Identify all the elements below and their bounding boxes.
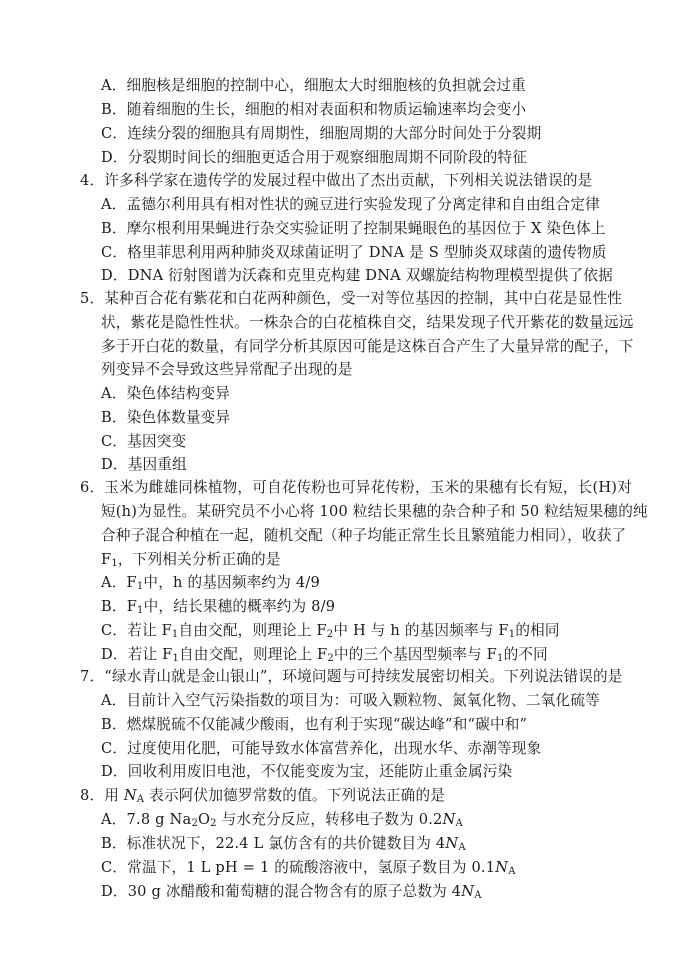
q3-option-b: B．随着细胞的生长，细胞的相对表面积和物质运输速率均会变小: [101, 101, 527, 118]
q7-option-d: D．回收利用废旧电池，不仅能变废为宝，还能防止重金属污染: [101, 763, 513, 780]
q6-option-b: [101, 598, 335, 616]
subscript: 1: [137, 605, 144, 616]
text-segment: A．7.8 g Na: [101, 811, 192, 828]
subscript: A: [508, 866, 516, 877]
text-segment: 中，h 的基因频率约为 4/9: [143, 574, 320, 591]
q5-option-c: C．基因突变: [101, 433, 187, 450]
q8-option-a: [101, 811, 463, 829]
q6-stem-line4: [101, 551, 281, 569]
text-segment: A．F: [101, 574, 137, 591]
q5-option-d: D．基因重组: [101, 456, 187, 473]
italic-symbol: N: [461, 883, 475, 900]
q8-option-b: [101, 835, 466, 853]
text-segment: O: [198, 811, 211, 828]
text-segment: 的不同: [503, 646, 548, 663]
subscript: 1: [171, 629, 179, 640]
text-segment: 中 H 与 h 的基因频率与 F: [333, 622, 509, 639]
q5-stem-line3: 多于开白花的数量，有同学分析其原因可能是这株百合产生了大量异常的配子，下: [101, 338, 634, 355]
text-segment: 与水充分反应，转移电子数为 0.2: [216, 811, 443, 828]
subscript: 2: [326, 629, 334, 640]
subscript: 1: [497, 653, 504, 664]
q6-option-a: [101, 574, 320, 592]
q8-option-c: [101, 859, 516, 877]
text-segment: 自由交配，则理论上 F: [178, 622, 327, 639]
q5-option-b: B．染色体数量变异: [101, 409, 231, 426]
q4-option-a: A．孟德尔利用具有相对性状的豌豆进行实验发现了分离定律和自由组合定律: [101, 196, 600, 213]
q8-option-d: [101, 883, 482, 901]
subscript: A: [136, 794, 145, 805]
subscript: 1: [136, 581, 144, 592]
text-segment: 的相同: [515, 622, 560, 639]
italic-symbol: N: [445, 835, 459, 852]
q4-option-d: D．DNA 衍射图谱为沃森和克里克构建 DNA 双螺旋结构物理模型提供了依据: [101, 267, 613, 284]
text-segment: B．F: [101, 598, 138, 615]
q5-stem-line2: 状，紫花是隐性性状。一株杂合的白花植株自交，结果发现子代开紫花的数量远远: [101, 314, 634, 331]
text-segment: 中，结长果穗的概率约为 8/9: [143, 598, 336, 615]
text-segment: ，下列相关分析正确的是: [117, 551, 281, 568]
text-segment: F: [101, 551, 112, 568]
q6-stem-line1: 6．玉米为雌雄同株植物，可自花传粉也可异花传粉，玉米的果穗有长有短，长(H)对: [80, 479, 632, 496]
text-segment: 中的三个基因型频率与 F: [333, 646, 497, 663]
italic-symbol: N: [442, 811, 456, 828]
q6-stem-line3: 合种子混合种植在一起，随机交配（种子均能正常生长且繁殖能力相同），收获了: [101, 527, 627, 544]
subscript: A: [458, 842, 466, 853]
text-segment: B．标准状况下，22.4 L 氯仿含有的共价键数目为 4: [101, 835, 446, 852]
q5-stem-line4: 列变异不会导致这些异常配子出现的是: [101, 361, 353, 378]
q6-option-d: [101, 646, 548, 664]
subscript: 1: [172, 653, 180, 664]
subscript: 1: [508, 629, 516, 640]
text-segment: 8．用: [80, 787, 124, 804]
text-segment: C．常温下，1 L pH = 1 的硫酸溶液中，氢原子数目为 0.1: [101, 859, 496, 876]
q6-stem-line2: 短(h)为显性。某研究员不小心将 100 粒结长果穗的杂合种子和 50 粒结短果穗的纯: [101, 503, 648, 520]
q3-option-a: A．细胞核是细胞的控制中心，细胞太大时细胞核的负担就会过重: [101, 77, 526, 94]
q7-option-a: A．目前计入空气污染指数的项目为：可吸入颗粒物、氮氧化物、二氧化硫等: [101, 692, 600, 709]
q5-option-a: A．染色体结构变异: [101, 385, 231, 402]
q7-option-b: B．燃煤脱硫不仅能减少酸雨，也有利于实现“碳达峰”和“碳中和”: [101, 716, 528, 733]
subscript: 2: [210, 818, 217, 829]
q4-stem: 4．许多科学家在遗传学的发展过程中做出了杰出贡献，下列相关说法错误的是: [80, 172, 593, 189]
q7-stem: 7．“绿水青山就是金山银山”，环境问题与可持续发展密切相关。下列说法错误的是: [80, 668, 623, 685]
q3-option-c: C．连续分裂的细胞具有周期性，细胞周期的大部分时间处于分裂期: [101, 125, 542, 142]
subscript: A: [474, 890, 482, 901]
q6-option-c: [101, 622, 560, 640]
italic-symbol: N: [123, 787, 137, 804]
text-segment: 表示阿伏加德罗常数的值。下列说法正确的是: [144, 787, 446, 804]
subscript: 1: [111, 558, 118, 569]
q5-stem-line1: 5．某种百合花有紫花和白花两种颜色，受一对等位基因的控制，其中白花是显性性: [80, 290, 623, 307]
q7-option-c: C．过度使用化肥，可能导致水体富营养化，出现水华、赤潮等现象: [101, 740, 542, 757]
text-segment: C．若让 F: [101, 622, 172, 639]
subscript: 2: [327, 653, 334, 664]
q3-option-d: D．分裂期时间长的细胞更适合用于观察细胞周期不同阶段的特征: [101, 149, 528, 166]
q8-stem: [80, 787, 445, 805]
italic-symbol: N: [495, 859, 509, 876]
subscript: 2: [191, 818, 198, 829]
text-segment: D．30 g 冰醋酸和葡萄糖的混合物含有的原子总数为 4: [101, 883, 462, 900]
q4-option-b: B．摩尔根利用果蝇进行杂交实验证明了控制果蝇眼色的基因位于 X 染色体上: [101, 220, 606, 237]
q4-option-c: C．格里菲思利用两种肺炎双球菌证明了 DNA 是 S 型肺炎双球菌的遗传物质: [101, 244, 607, 261]
text-segment: 自由交配，则理论上 F: [179, 646, 328, 663]
subscript: A: [455, 818, 463, 829]
text-segment: D．若让 F: [101, 646, 173, 663]
